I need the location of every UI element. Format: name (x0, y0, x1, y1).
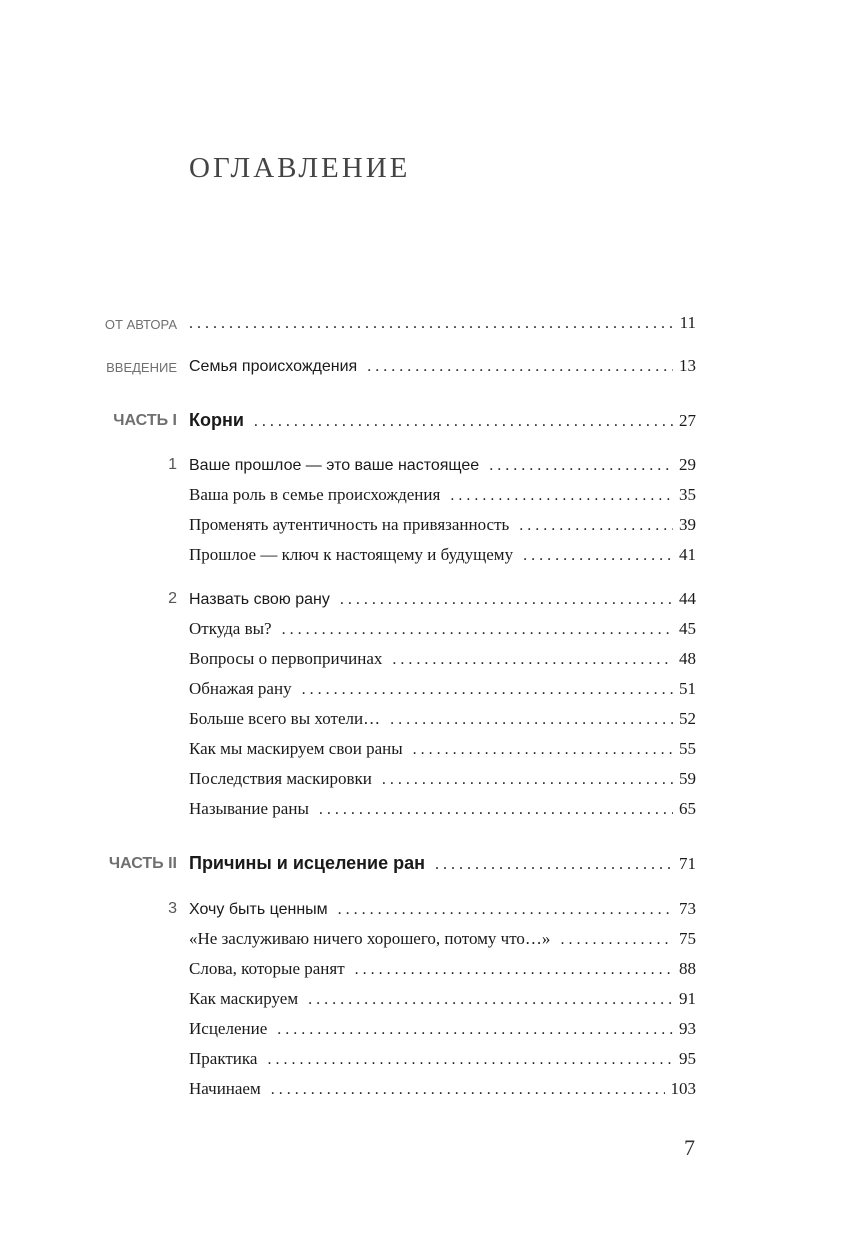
toc-entry-title: Прошлое — ключ к настоящему и будущему (189, 545, 514, 564)
toc-entry-title: Слова, которые ранят (189, 959, 345, 978)
toc-entry-section[interactable] (0, 641, 845, 671)
toc-entry-title: Начинаем (189, 1079, 261, 1098)
toc-entry-title: Хочу быть ценным (189, 901, 328, 918)
toc-leader-dots (271, 1081, 665, 1099)
toc-entry-title: Исцеление (189, 1019, 268, 1038)
toc-entry-from-author[interactable] (0, 305, 845, 335)
toc-page-number: 39 (679, 515, 696, 534)
toc-page-number: 52 (679, 709, 696, 728)
toc-entry-title: Причины и исцеление ран (189, 853, 426, 873)
toc-entry-title: Откуда вы? (189, 619, 272, 638)
toc-leader-dots (392, 651, 673, 669)
toc-leader-dots (523, 547, 673, 565)
toc-entry-title: Больше всего вы хотели… (189, 709, 381, 728)
toc-leader-dots (302, 681, 673, 699)
toc-entry-section[interactable] (0, 1041, 845, 1071)
toc-entry-introduction[interactable] (0, 348, 845, 378)
page-title: ОГЛАВЛЕНИЕ (189, 152, 411, 184)
toc-page-number: 91 (679, 989, 696, 1008)
toc-page-number: 55 (679, 739, 696, 758)
toc-leader-dots (282, 621, 673, 639)
toc-page-number: 88 (679, 959, 696, 978)
toc-entry-title: Ваше прошлое — это ваше настоящее (189, 457, 480, 474)
toc-page-number: 75 (679, 929, 696, 948)
toc-page-number: 35 (679, 485, 696, 504)
toc-leader-dots (340, 591, 673, 609)
toc-entry-title: «Не заслуживаю ничего хорошего, потому что…» (189, 929, 551, 948)
toc-entry-section[interactable] (0, 671, 845, 701)
toc-leader-dots (355, 961, 673, 979)
toc-leader-dots (390, 711, 673, 729)
toc-page-number: 45 (679, 619, 696, 638)
toc-leader-dots (382, 771, 673, 789)
toc-entry-label: ВВЕДЕНИЕ (106, 360, 177, 375)
toc-page-number: 73 (679, 899, 696, 918)
toc-page-number: 29 (679, 455, 696, 474)
toc-leader-dots (267, 1051, 673, 1069)
toc-leader-dots (319, 801, 673, 819)
toc-page-number: 59 (679, 769, 696, 788)
toc-entry-section[interactable] (0, 951, 845, 981)
toc-entry-section[interactable] (0, 1011, 845, 1041)
toc-page-number: 51 (679, 679, 696, 698)
toc-page-number: 44 (679, 589, 696, 608)
toc-entry-title: Обнажая рану (189, 679, 292, 698)
toc-entry-title: Вопросы о первопричинах (189, 649, 383, 668)
toc-entry-chapter-2[interactable] (0, 581, 845, 611)
toc-page-number: 11 (679, 313, 696, 332)
toc-entry-title: Как маскируем (189, 989, 299, 1008)
page-number: 7 (684, 1135, 695, 1160)
toc-entry-section[interactable] (0, 477, 845, 507)
toc-leader-dots (189, 315, 674, 333)
toc-leader-dots (308, 991, 673, 1009)
toc-entry-label: ЧАСТЬ I (113, 412, 177, 429)
toc-entry-section[interactable] (0, 921, 845, 951)
toc-page-number: 71 (679, 854, 696, 873)
toc-page-number: 65 (679, 799, 696, 818)
toc-page-number: 27 (679, 411, 696, 430)
toc-leader-dots (254, 413, 673, 431)
toc-page-number: 48 (679, 649, 696, 668)
toc-entry-section[interactable] (0, 731, 845, 761)
toc-entry-section[interactable] (0, 537, 845, 567)
toc-entry-section[interactable] (0, 791, 845, 821)
toc-entry-label: 3 (168, 900, 177, 917)
toc-page-number: 103 (670, 1079, 696, 1098)
toc-leader-dots (435, 856, 673, 874)
toc-entry-title: Назвать свою рану (189, 591, 330, 608)
toc-leader-dots (277, 1021, 673, 1039)
toc-leader-dots (560, 931, 673, 949)
toc-leader-dots (338, 901, 673, 919)
toc-entry-part-2[interactable] (0, 846, 845, 876)
toc-entry-label: ОТ АВТОРА (104, 317, 177, 332)
toc-leader-dots (450, 487, 673, 505)
toc-entry-title: Последствия маскировки (189, 769, 372, 788)
toc-leader-dots (489, 457, 673, 475)
toc-entry-label: ЧАСТЬ II (108, 855, 177, 872)
toc-page-number: 93 (679, 1019, 696, 1038)
toc-entry-section[interactable] (0, 507, 845, 537)
toc-entry-section[interactable] (0, 701, 845, 731)
toc-entry-section[interactable] (0, 1071, 845, 1101)
toc-entry-section[interactable] (0, 611, 845, 641)
toc-entry-title: Как мы маскируем свои раны (189, 739, 403, 758)
toc-entry-title: Практика (189, 1049, 258, 1068)
toc-entry-chapter-3[interactable] (0, 891, 845, 921)
toc-entry-title: Променять аутентичность на привязанность (189, 515, 510, 534)
toc-page-number: 41 (679, 545, 696, 564)
toc-entry-label: 2 (168, 590, 177, 607)
toc-entry-label: 1 (168, 456, 177, 473)
toc-entry-title: Называние раны (189, 799, 309, 818)
toc-entry-section[interactable] (0, 761, 845, 791)
toc-leader-dots (367, 358, 673, 376)
toc-entry-chapter-1[interactable] (0, 447, 845, 477)
toc-entry-title: Семья происхождения (189, 358, 358, 375)
toc-entry-title: Ваша роль в семье происхождения (189, 485, 441, 504)
toc-leader-dots (413, 741, 673, 759)
toc-leader-dots (519, 517, 673, 535)
toc-entry-part-1[interactable] (0, 403, 845, 433)
toc-entry-section[interactable] (0, 981, 845, 1011)
toc-entry-title: Корни (189, 410, 244, 430)
toc-page-number: 13 (679, 356, 696, 375)
toc-page-number: 95 (679, 1049, 696, 1068)
